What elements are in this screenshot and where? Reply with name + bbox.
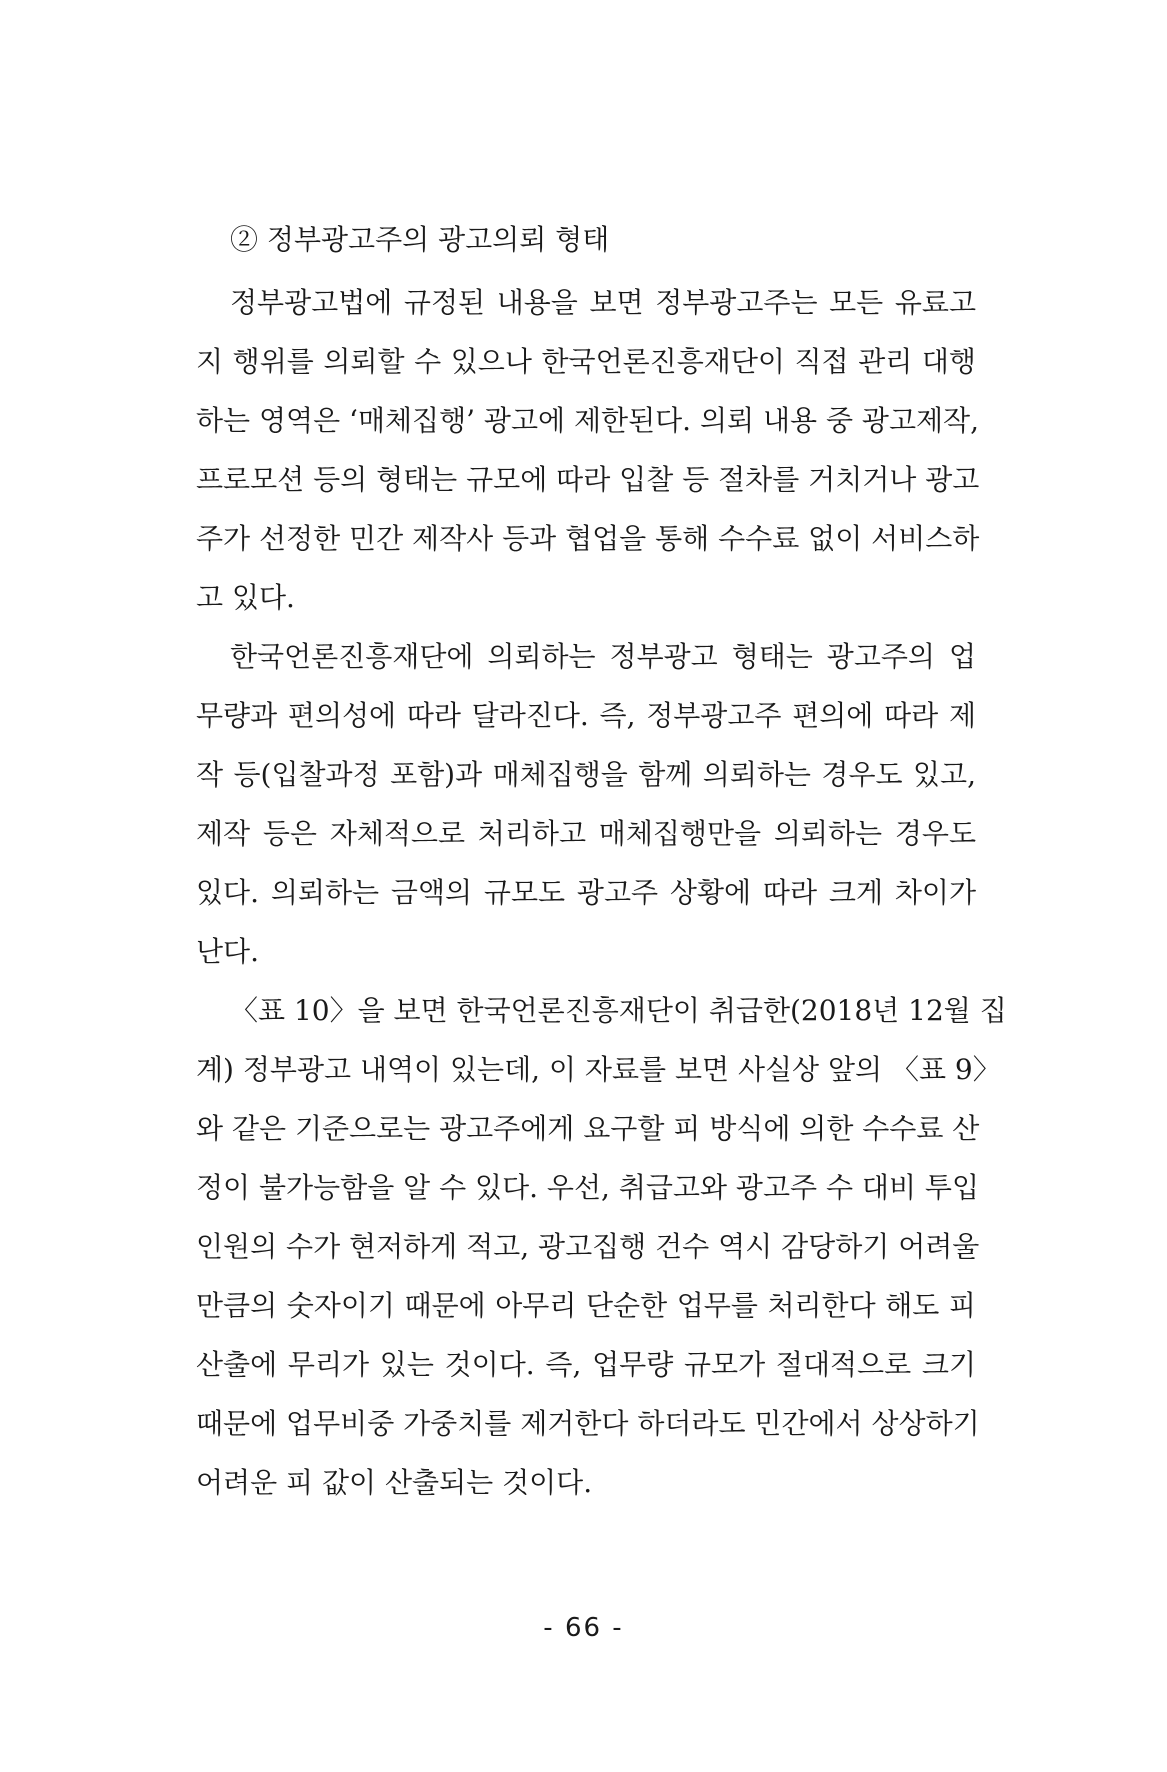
paragraph-3-line-6: 만큼의 숫자이기 때문에 아무리 단순한 업무를 처리한다 해도 피 (196, 1289, 976, 1322)
page-number: - 66 - (543, 1613, 624, 1643)
paragraph-3-line-1: 〈표 10〉을 보면 한국언론진흥재단이 취급한(2018년 12월 집 (230, 994, 1007, 1027)
paragraph-1-line-3: 하는 영역은 ‘매체집행’ 광고에 제한된다. 의뢰 내용 중 광고제작, (196, 404, 980, 437)
section-heading: ② 정부광고주의 광고의뢰 형태 (230, 223, 610, 256)
paragraph-2-line-4: 제작 등은 자체적으로 처리하고 매체집행만을 의뢰하는 경우도 (196, 817, 976, 850)
paragraph-3-line-9: 어려운 피 값이 산출되는 것이다. (196, 1466, 593, 1499)
paragraph-3-line-5: 인원의 수가 현저하게 적고, 광고집행 건수 역시 감당하기 어려울 (196, 1230, 980, 1263)
paragraph-2-line-5: 있다. 의뢰하는 금액의 규모도 광고주 상황에 따라 크게 차이가 (196, 876, 976, 909)
paragraph-2-line-3: 작 등(입찰과정 포함)과 매체집행을 함께 의뢰하는 경우도 있고, (196, 758, 976, 791)
paragraph-1-line-4: 프로모션 등의 형태는 규모에 따라 입찰 등 절차를 거치거나 광고 (196, 463, 980, 496)
paragraph-3-line-3: 와 같은 기준으로는 광고주에게 요구할 피 방식에 의한 수수료 산 (196, 1112, 980, 1145)
paragraph-1-line-6: 고 있다. (196, 581, 295, 614)
paragraph-2-line-6: 난다. (196, 935, 259, 968)
paragraph-1-line-5: 주가 선정한 민간 제작사 등과 협업을 통해 수수료 없이 서비스하 (196, 522, 980, 555)
paragraph-3-line-2: 계) 정부광고 내역이 있는데, 이 자료를 보면 사실상 앞의 〈표 9〉 (196, 1053, 1001, 1086)
paragraph-3-line-4: 정이 불가능함을 알 수 있다. 우선, 취급고와 광고주 수 대비 투입 (196, 1171, 980, 1204)
paragraph-1-line-1: 정부광고법에 규정된 내용을 보면 정부광고주는 모든 유료고 (230, 286, 976, 319)
paragraph-1-line-2: 지 행위를 의뢰할 수 있으나 한국언론진흥재단이 직접 관리 대행 (196, 345, 976, 378)
paragraph-3-line-8: 때문에 업무비중 가중치를 제거한다 하더라도 민간에서 상상하기 (196, 1407, 980, 1440)
paragraph-2-line-2: 무량과 편의성에 따라 달라진다. 즉, 정부광고주 편의에 따라 제 (196, 699, 976, 732)
paragraph-2-line-1: 한국언론진흥재단에 의뢰하는 정부광고 형태는 광고주의 업 (230, 640, 976, 673)
paragraph-3-line-7: 산출에 무리가 있는 것이다. 즉, 업무량 규모가 절대적으로 크기 (196, 1348, 976, 1381)
